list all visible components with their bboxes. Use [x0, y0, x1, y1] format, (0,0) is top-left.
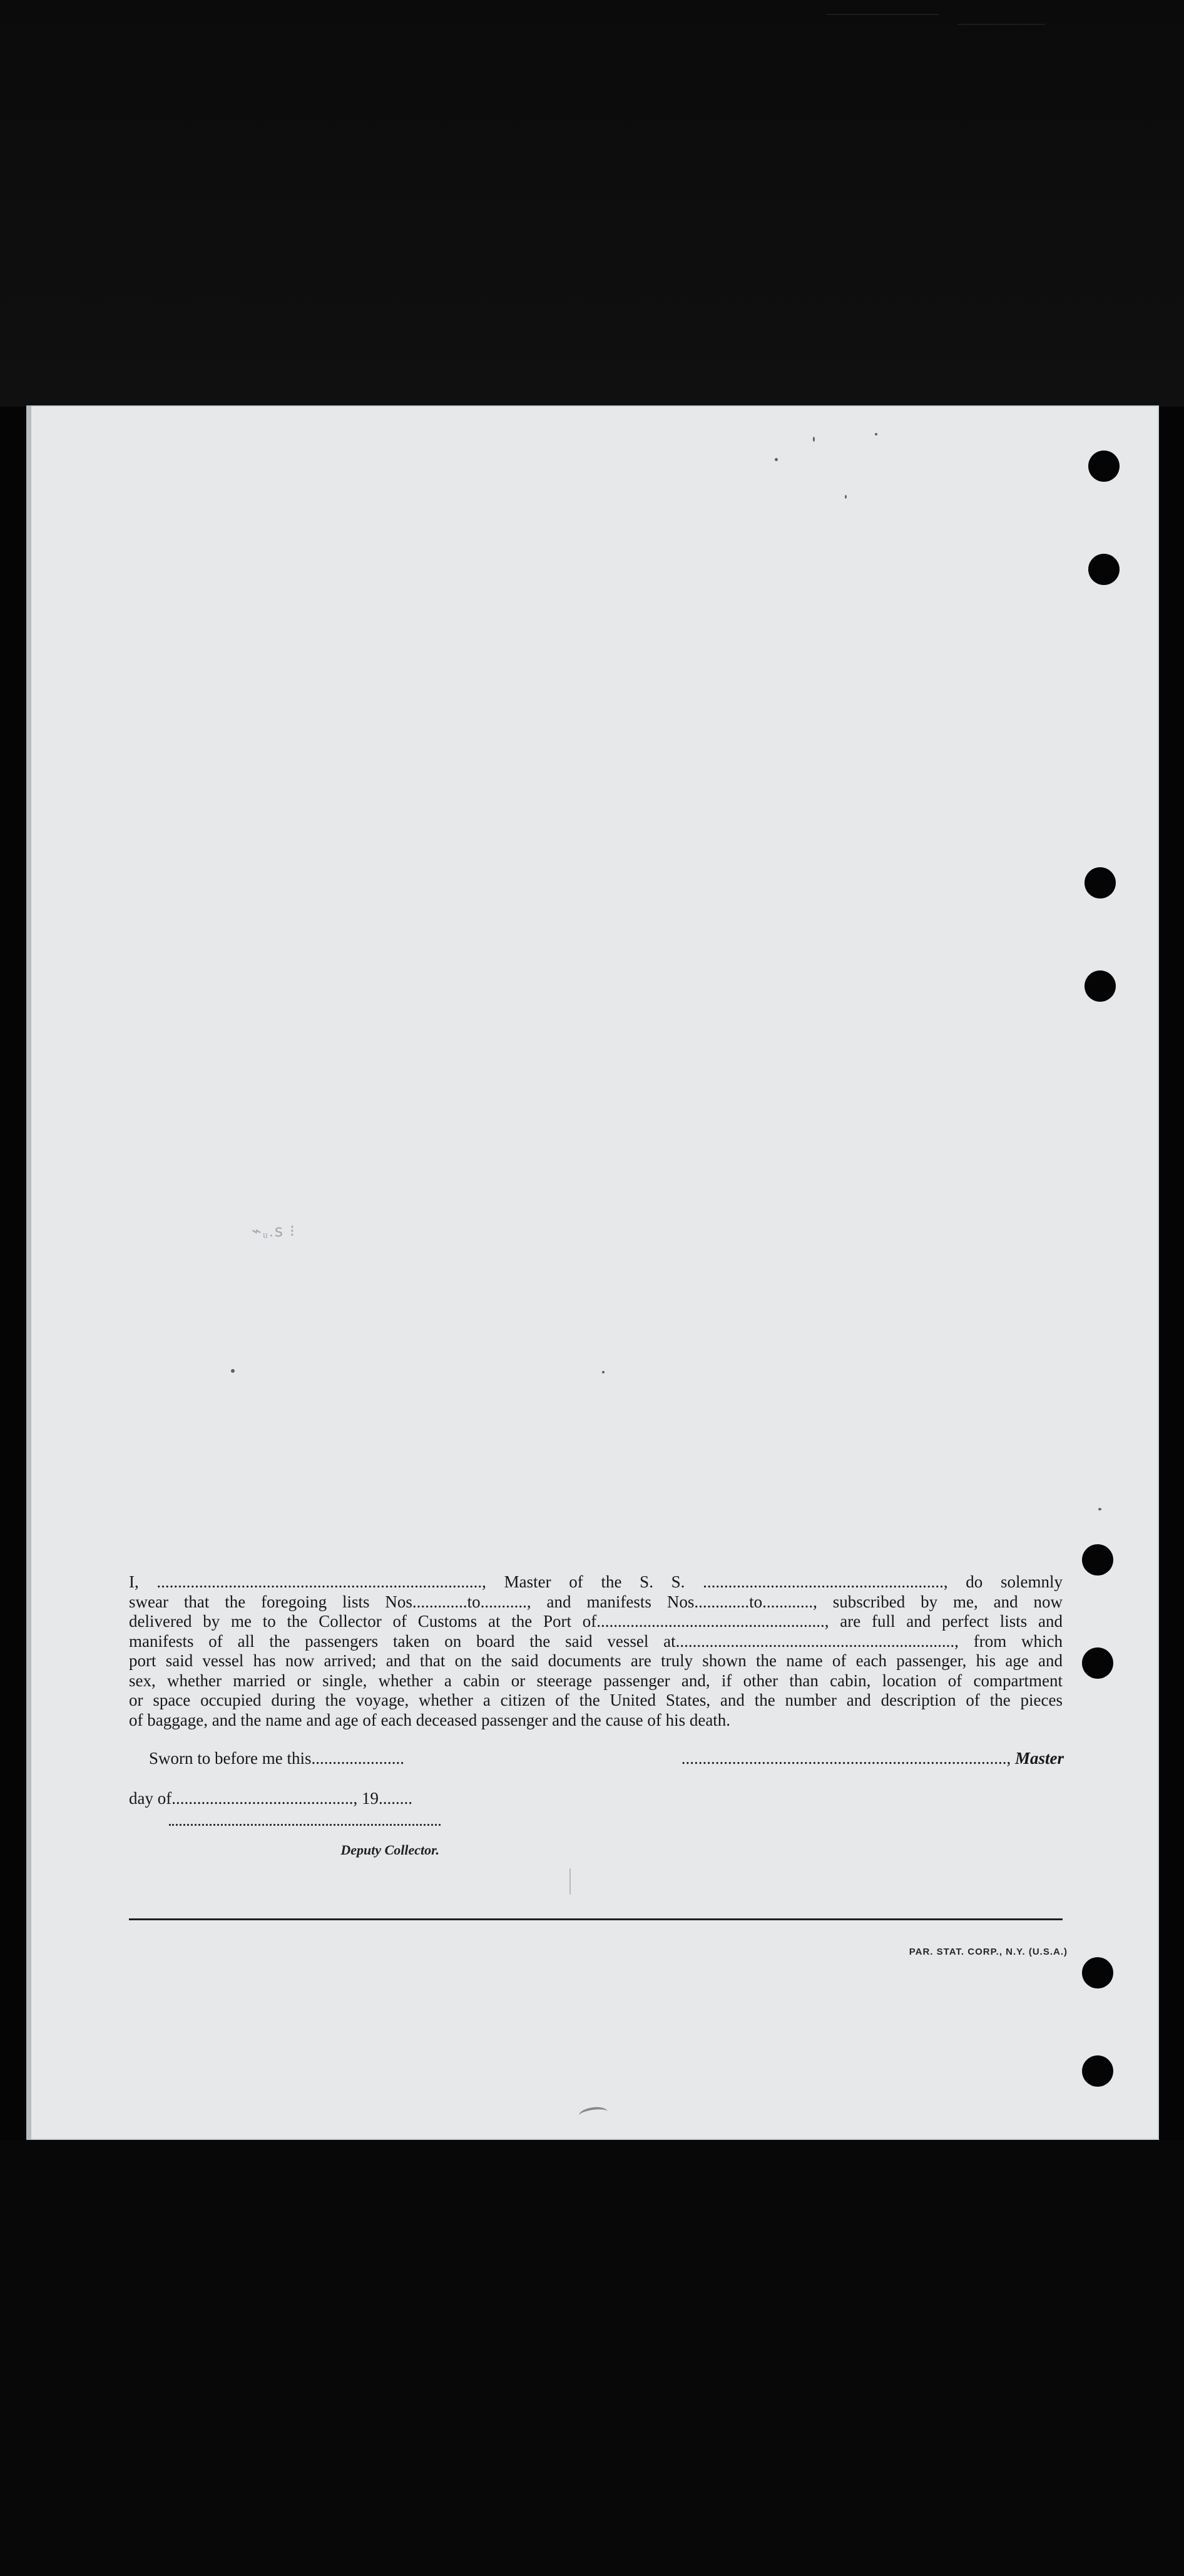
printer-imprint: PAR. STAT. CORP., N.Y. (U.S.A.) [909, 1947, 1068, 1957]
master-oath-paragraph [129, 1572, 1063, 1730]
oath-line: or space occupied during the voyage, whether a citizen of the United States, and the number and description of the pieces [129, 1691, 1063, 1709]
punch-hole-icon [1088, 451, 1120, 482]
punch-hole-icon [1082, 1544, 1113, 1576]
scan-noise-line [957, 24, 1045, 25]
scan-noise-line [826, 14, 939, 15]
oath-line: manifests of all the passengers taken on board the said vessel at.................................................................., from which [129, 1631, 1063, 1651]
sworn-before-line: Sworn to before me this...................... [149, 1749, 404, 1768]
paper-speck [569, 1868, 571, 1895]
paper-speck [602, 1371, 605, 1373]
faint-pencil-mark: ⌁ᵤ.ꜱ ⁝ [252, 1222, 296, 1240]
sheet-edge-shadow [26, 405, 31, 2140]
oath-line: I, ............................................................................., Master of the S. S. ........................................................., do solemnly [129, 1572, 1063, 1591]
punch-hole-icon [1082, 2055, 1113, 2087]
manifest-back-sheet [26, 405, 1159, 2140]
oath-line: of baggage, and the name and age of each deceased passenger and the cause of his death. [129, 1710, 731, 1729]
scanner-bottom-background [0, 2140, 1184, 2576]
punch-hole-icon [1088, 554, 1120, 585]
paper-speck [845, 495, 847, 499]
paper-speck [775, 458, 778, 461]
paper-speck [875, 433, 877, 435]
deputy-collector-label: Deputy Collector. [340, 1842, 439, 1858]
oath-line: sex, whether married or single, whether a cabin or steerage passenger and, if other than cabin, location of compartment [129, 1671, 1063, 1690]
paper-speck [1098, 1508, 1101, 1510]
punch-hole-icon [1082, 1957, 1113, 1988]
oath-line: port said vessel has now arrived; and that on the said documents are truly shown the name of each passenger, his age and [129, 1651, 1063, 1670]
master-signature-dots: ............................................................................., [681, 1749, 1011, 1768]
deputy-collector-signature-dots [169, 1824, 441, 1826]
master-signature-line [677, 1749, 1064, 1768]
master-label: Master [1014, 1749, 1064, 1768]
punch-hole-icon [1084, 970, 1116, 1002]
scanner-top-background [0, 0, 1184, 407]
oath-line: delivered by me to the Collector of Customs at the Port of......................................................, are full and perfect lists and [129, 1612, 1063, 1631]
punch-hole-icon [1084, 867, 1116, 899]
paper-speck [813, 437, 815, 442]
paper-speck [231, 1369, 235, 1373]
punch-hole-icon [1082, 1647, 1113, 1679]
oath-line: swear that the foregoing lists Nos.............to..........., and manifests Nos.............to............, subscribed by me, and now [129, 1592, 1063, 1611]
footer-rule [129, 1918, 1063, 1920]
day-date-line: day of..........................................., 19........ [129, 1789, 412, 1808]
